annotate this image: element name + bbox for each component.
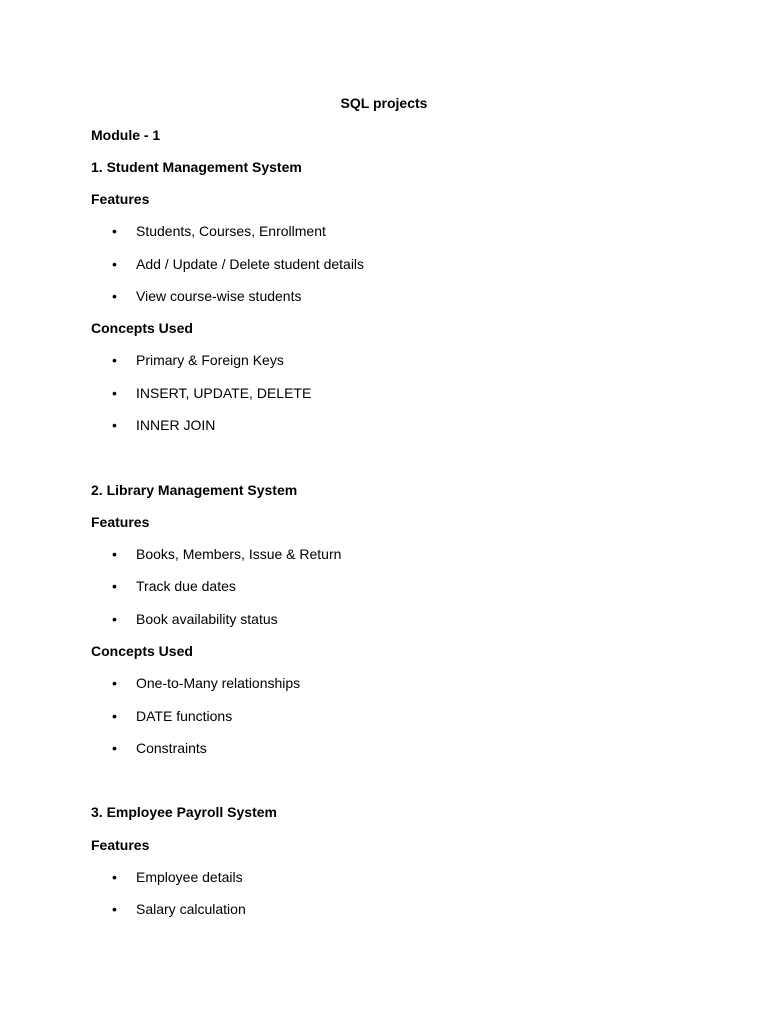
list-item: INSERT, UPDATE, DELETE [136, 385, 312, 401]
bullet-icon: • [112, 901, 117, 917]
bullet-icon: • [112, 352, 117, 368]
list-item: Students, Courses, Enrollment [136, 223, 326, 239]
list-item: Constraints [136, 740, 207, 756]
list-item: Primary & Foreign Keys [136, 352, 284, 368]
bullet-icon: • [112, 417, 117, 433]
concepts-label-1: Concepts Used [91, 320, 193, 336]
project-heading-1: 1. Student Management System [91, 159, 302, 175]
list-item: Books, Members, Issue & Return [136, 546, 342, 562]
bullet-icon: • [112, 869, 117, 885]
list-item: Book availability status [136, 611, 278, 627]
concepts-label-2: Concepts Used [91, 643, 193, 659]
list-item: Employee details [136, 869, 243, 885]
project-heading-2: 2. Library Management System [91, 482, 298, 498]
project-heading-3: 3. Employee Payroll System [91, 804, 277, 820]
features-label-3: Features [91, 837, 150, 853]
page-title: SQL projects [340, 95, 428, 111]
bullet-icon: • [112, 546, 117, 562]
features-label-2: Features [91, 514, 150, 530]
bullet-icon: • [112, 740, 117, 756]
list-item: Salary calculation [136, 901, 246, 917]
bullet-icon: • [112, 223, 117, 239]
bullet-icon: • [112, 611, 117, 627]
bullet-icon: • [112, 385, 117, 401]
features-label-1: Features [91, 191, 150, 207]
bullet-icon: • [112, 578, 117, 594]
list-item: View course-wise students [136, 288, 302, 304]
list-item: One-to-Many relationships [136, 675, 301, 691]
bullet-icon: • [112, 288, 117, 304]
list-item: INNER JOIN [136, 417, 216, 433]
list-item: Add / Update / Delete student details [136, 256, 365, 272]
list-item: DATE functions [136, 708, 233, 724]
module-heading: Module - 1 [91, 127, 161, 143]
bullet-icon: • [112, 675, 117, 691]
list-item: Track due dates [136, 578, 236, 594]
bullet-icon: • [112, 256, 117, 272]
bullet-icon: • [112, 708, 117, 724]
